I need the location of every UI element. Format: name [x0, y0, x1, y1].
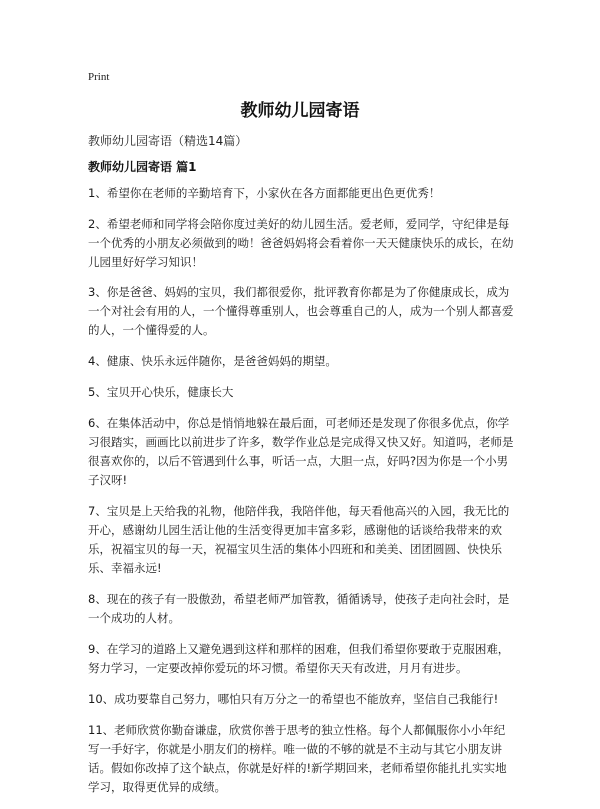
- paragraph-list: [88, 184, 514, 809]
- paragraph-2: 2、希望老师和同学将会陪你度过美好的幼儿园生活。爱老师，爱同学，守纪律是每一个优秀的小朋友必须做到的呦！爸爸妈妈将会看着你一天天健康快乐的成长，在幼儿园里好好学习知识！: [88, 217, 514, 269]
- paragraph-1: 1、希望你在老师的辛勤培育下，小家伙在各方面都能更出色更优秀！: [88, 186, 441, 200]
- paragraph-11: 11、老师欣赏你勤奋谦虚，欣赏你善于思考的独立性格。每个人都佩服你小小年纪写一手好字，你就是小朋友们的榜样。唯一做的不够的就是不主动与其它小朋友讲话。假如你改掉了这个缺点，你就是好样的!新学期回来，老师希望你能扎扎实实地学习，取得更优异的成绩。: [88, 723, 507, 794]
- paragraph-10: 10、成功要靠自己努力，哪怕只有万分之一的希望也不能放弃，坚信自己我能行!: [88, 692, 499, 706]
- paragraph-4: 4、健康、快乐永远伴随你，是爸爸妈妈的期望。: [88, 354, 337, 368]
- paragraph-7: 7、宝贝是上天给我的礼物，他陪伴我，我陪伴他，每天看他高兴的入园，我无比的开心，感谢幼儿园生活让他的生活变得更加丰富多彩，感谢他的话谈给我带来的欢乐，祝福宝贝的每一天，祝福宝贝生活的集体小四班和和美美、团团圆圆、快快乐乐、幸福永远!: [88, 504, 510, 575]
- print-label: Print: [88, 71, 110, 83]
- document-subtitle: 教师幼儿园寄语（精选14篇）: [88, 134, 248, 148]
- paragraph-8: 8、现在的孩子有一股傲劲，希望老师严加管教，循循诱导，使孩子走向社会时，是一个成功的人材。: [88, 592, 510, 625]
- paragraph-3: 3、你是爸爸、妈妈的宝贝，我们都很爱你，批评教育你都是为了你健康成长，成为一个对社会有用的人，一个懂得尊重别人，也会尊重自己的人，成为一个别人都喜爱的人，一个懂得爱的人。: [88, 285, 514, 337]
- page-title: 教师幼儿园寄语: [240, 101, 360, 121]
- paragraph-9: 9、在学习的道路上又避免遇到这样和那样的困难，但我们希望你要敢于克服困难，努力学习，一定要改掉你爱玩的坏习惯。希望你天天有改进，月月有进步。: [88, 642, 510, 675]
- section-heading: 教师幼儿园寄语 篇1: [88, 160, 197, 174]
- paragraph-5: 5、宝贝开心快乐，健康长大: [88, 385, 234, 399]
- paragraph-6: 6、在集体活动中，你总是悄悄地躲在最后面，可老师还是发现了你很多优点，你学习很踏实，画画比以前进步了许多，数学作业总是完成得又快又好。知道吗，老师是很喜欢你的，以后不管遇到什么事，听话一点，大胆一点，好吗?因为你是一个小男子汉呀!: [88, 416, 514, 487]
